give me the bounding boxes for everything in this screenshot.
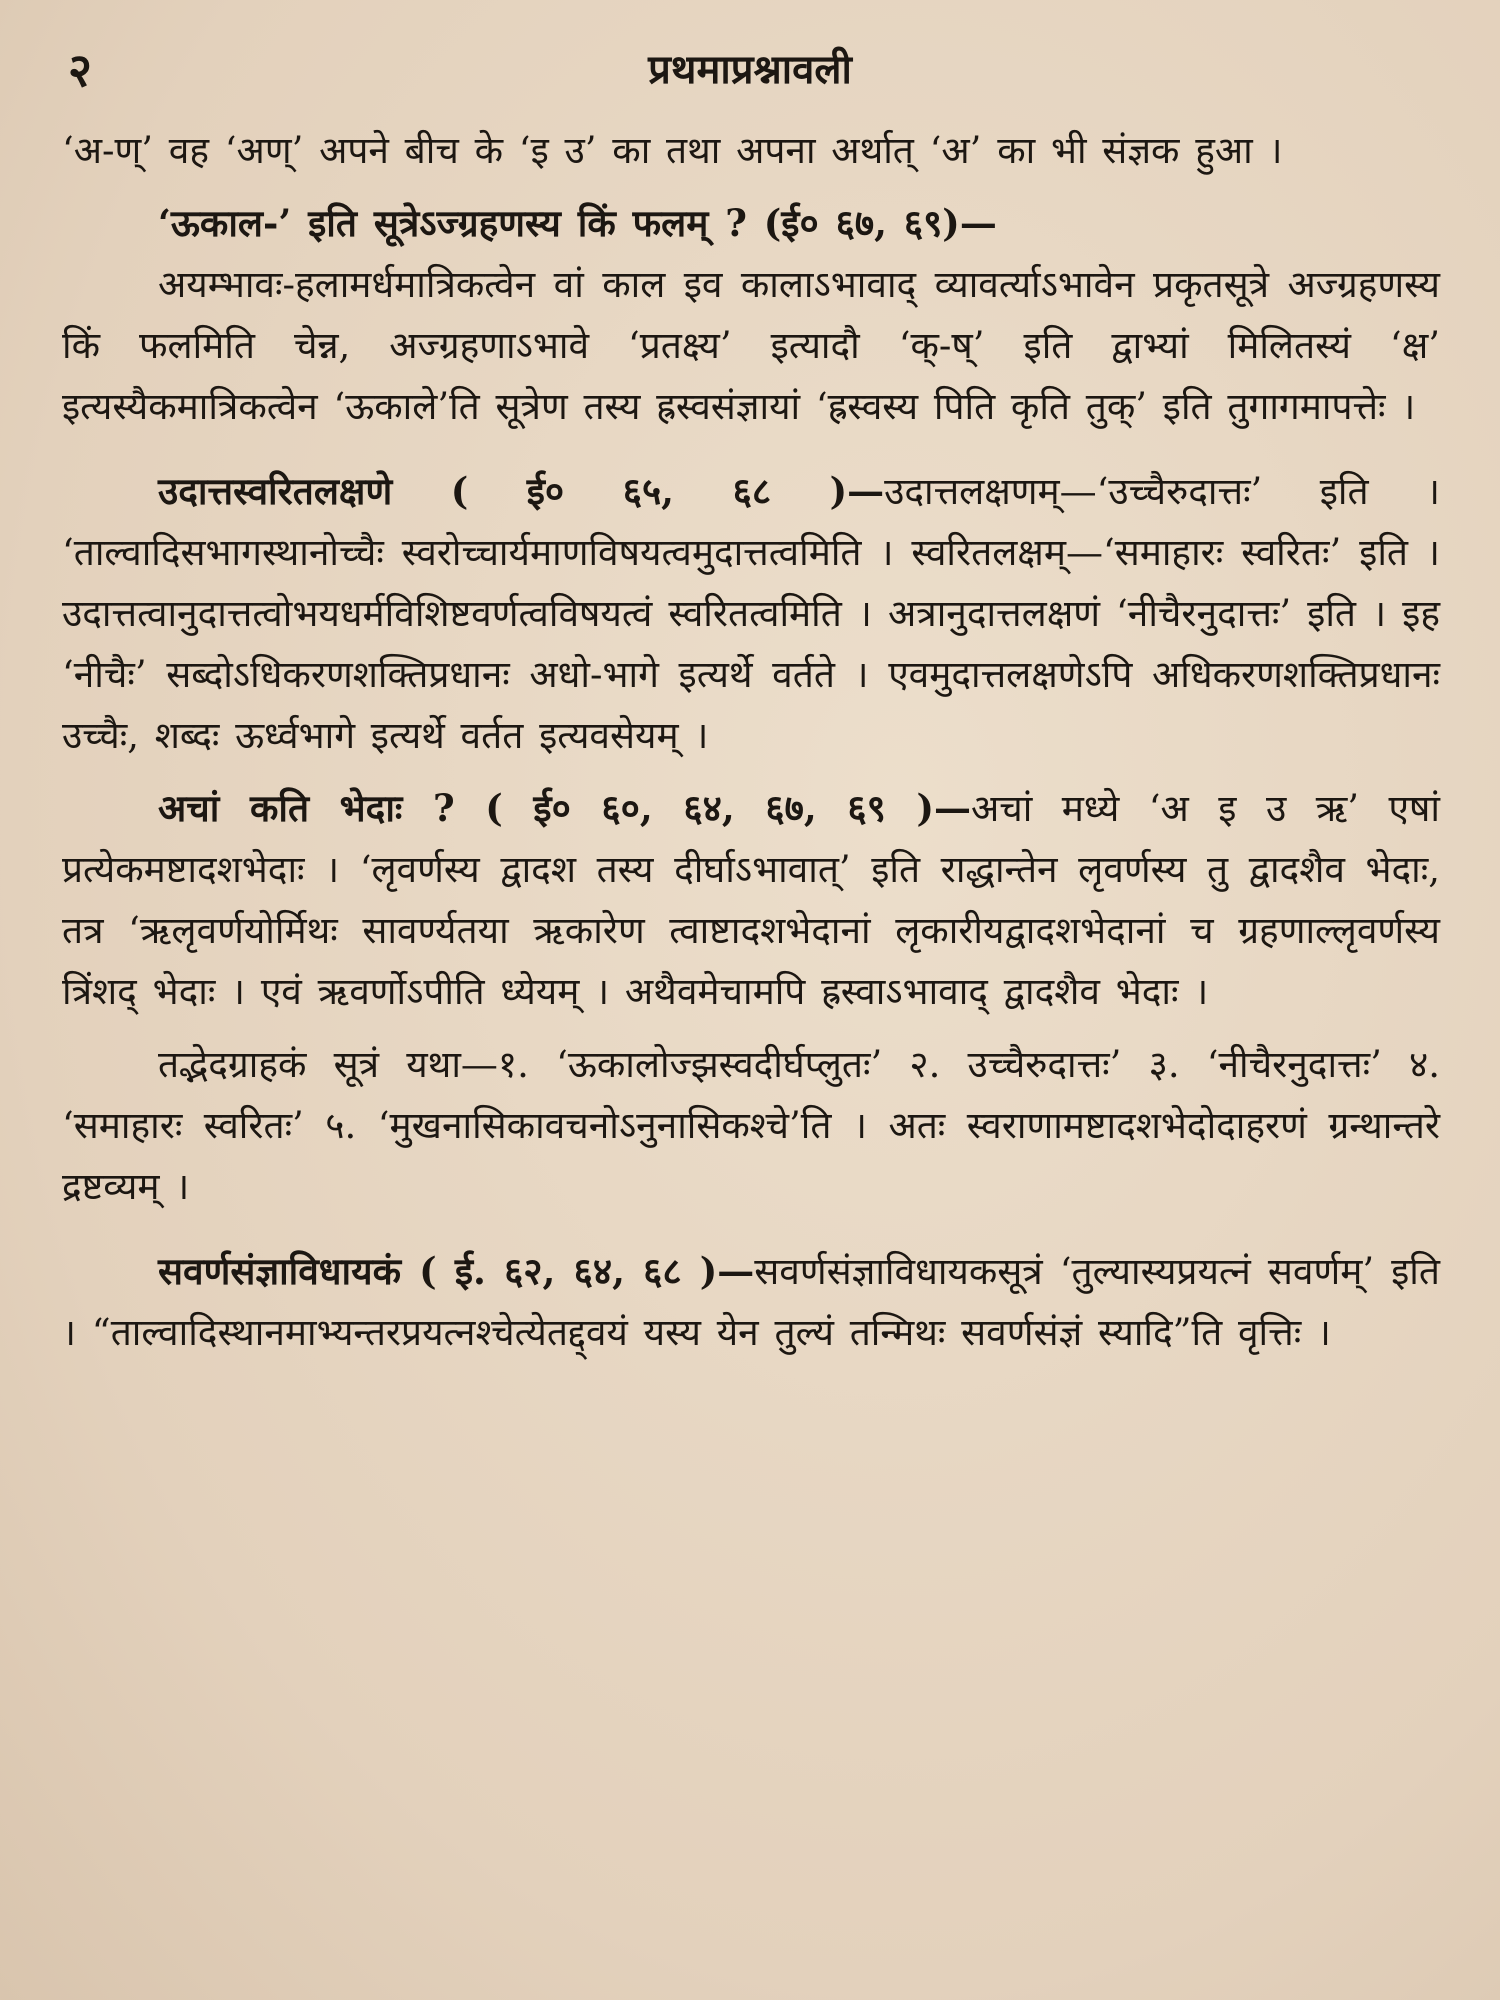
paragraph-bheda-grahaka bbox=[62, 1034, 1440, 1217]
running-title: प्रथमाप्रश्नावली bbox=[648, 46, 852, 93]
question-heading: ‘ऊकाल-’ इति सूत्रेऽज्ग्रहणस्य किं फलम् ? (ई० ६७, ६९)— bbox=[158, 201, 997, 245]
page-number: २ bbox=[68, 43, 92, 97]
section-heading: अचां कति भेदाः ? ( ई० ६०, ६४, ६७, ६९ )— bbox=[158, 786, 971, 830]
paragraph-text: ‘अ-ण्’ वह ‘अण्’ अपने बीच के ‘इ उ’ का तथा अपना अर्थात् ‘अ’ का भी संज्ञक हुआ । bbox=[62, 129, 1283, 172]
question-heading-ukala bbox=[62, 193, 1440, 254]
paragraph-text: अयम्भावः-हलामर्धमात्रिकत्वेन वां काल इव कालाऽभावाद् व्यावर्त्याऽभावेन प्रकृतसूत्रे अज्ग्रहणस्य किं फलमिति चेन्न, अज्ग्रहणाऽभावे ‘प्रतक्ष्य’ इत्यादौ ‘क्-ष्’ इति द्वाभ्यां मिलितस्यं ‘क्ष’ इत्यस्यैकमात्रिकत्वेन ‘ऊकाले’ति सूत्रेण तस्य ह्रस्वसंज्ञायां ‘ह्रस्वस्य पिति कृति तुक्’ इति तुगागमापत्तेः । bbox=[62, 263, 1440, 428]
paragraph-text: उदात्तलक्षणम्—‘उच्चैरुदात्तः’ इति । ‘ताल्वादिसभागस्थानोच्चैः स्वरोच्चार्यमाणविषयत्वमुदात्तत्वमिति । स्वरितलक्षम्—‘समाहारः स्वरितः’ इति । उदात्तत्वानुदात्तत्वोभयधर्मविशिष्टवर्णत्वविषयत्वं स्वरितत्वमिति । अत्रानुदात्तलक्षणं ‘नीचैरनुदात्तः’ इति । इह ‘नीचैः’ सब्दोऽधिकरणशक्तिप्रधानः अधो-भागे इत्यर्थे वर्तते । एवमुदात्तलक्षणेऽपि अधिकरणशक्तिप्रधानः उच्चैः, शब्दः ऊर्ध्वभागे इत्यर्थे वर्तत इत्यवसेयम् । bbox=[62, 470, 1440, 757]
paragraph-text: तद्भेदग्राहकं सूत्रं यथा—१. ‘ऊकालोज्झस्वदीर्घप्लुतः’ २. उच्चैरुदात्तः’ ३. ‘नीचैरनुदात्तः’ ४. ‘समाहारः स्वरितः’ ५. ‘मुखनासिकावचनोऽनुनासिकश्चे’ति । अतः स्वराणामष्टादशभेदोदाहरणं ग्रन्थान्तरे द्रष्टव्यम् । bbox=[62, 1043, 1440, 1208]
paragraph-text: अचां मध्ये ‘अ इ उ ऋ’ एषां प्रत्येकमष्टादशभेदाः । ‘लृवर्णस्य द्वादश तस्य दीर्घाऽभावात्’ इति राद्धान्तेन लृवर्णस्य तु द्वादशैव भेदाः, तत्र ‘ऋलृवर्णयोर्मिथः सावर्ण्यतया ऋकारेण त्वाष्टादशभेदानां लृकारीयद्वादशभेदानां च ग्रहणाल्लृवर्णस्य त्रिंशद् भेदाः । एवं ऋवर्णोऽपीति ध्येयम् । अथैवमेचामपि ह्रस्वाऽभावाद् द्वादशैव भेदाः । bbox=[62, 787, 1440, 1013]
paragraph-savarna bbox=[62, 1241, 1440, 1363]
paragraph-1 bbox=[62, 120, 1440, 181]
paragraph-ach-bhedah bbox=[62, 778, 1440, 1022]
paragraph-answer-ukala bbox=[62, 254, 1440, 437]
section-heading: सवर्णसंज्ञाविधायकं ( ई. ६२, ६४, ६८ )— bbox=[158, 1249, 755, 1293]
body-text bbox=[62, 120, 1440, 1363]
page-header bbox=[0, 38, 1500, 108]
paragraph-udatta-svarita bbox=[62, 461, 1440, 766]
paragraph-text: सवर्णसंज्ञाविधायकसूत्रं ‘तुल्यास्यप्रयत्नं सवर्णम्’ इति । “ताल्वादिस्थानमाभ्यन्तरप्रयत्नश्चेत्येतद्द्वयं यस्य येन तुल्यं तन्मिथः सवर्णसंज्ञं स्यादि”ति वृत्तिः । bbox=[62, 1250, 1440, 1354]
section-heading: उदात्तस्वरितलक्षणे ( ई० ६५, ६८ )— bbox=[158, 469, 885, 513]
